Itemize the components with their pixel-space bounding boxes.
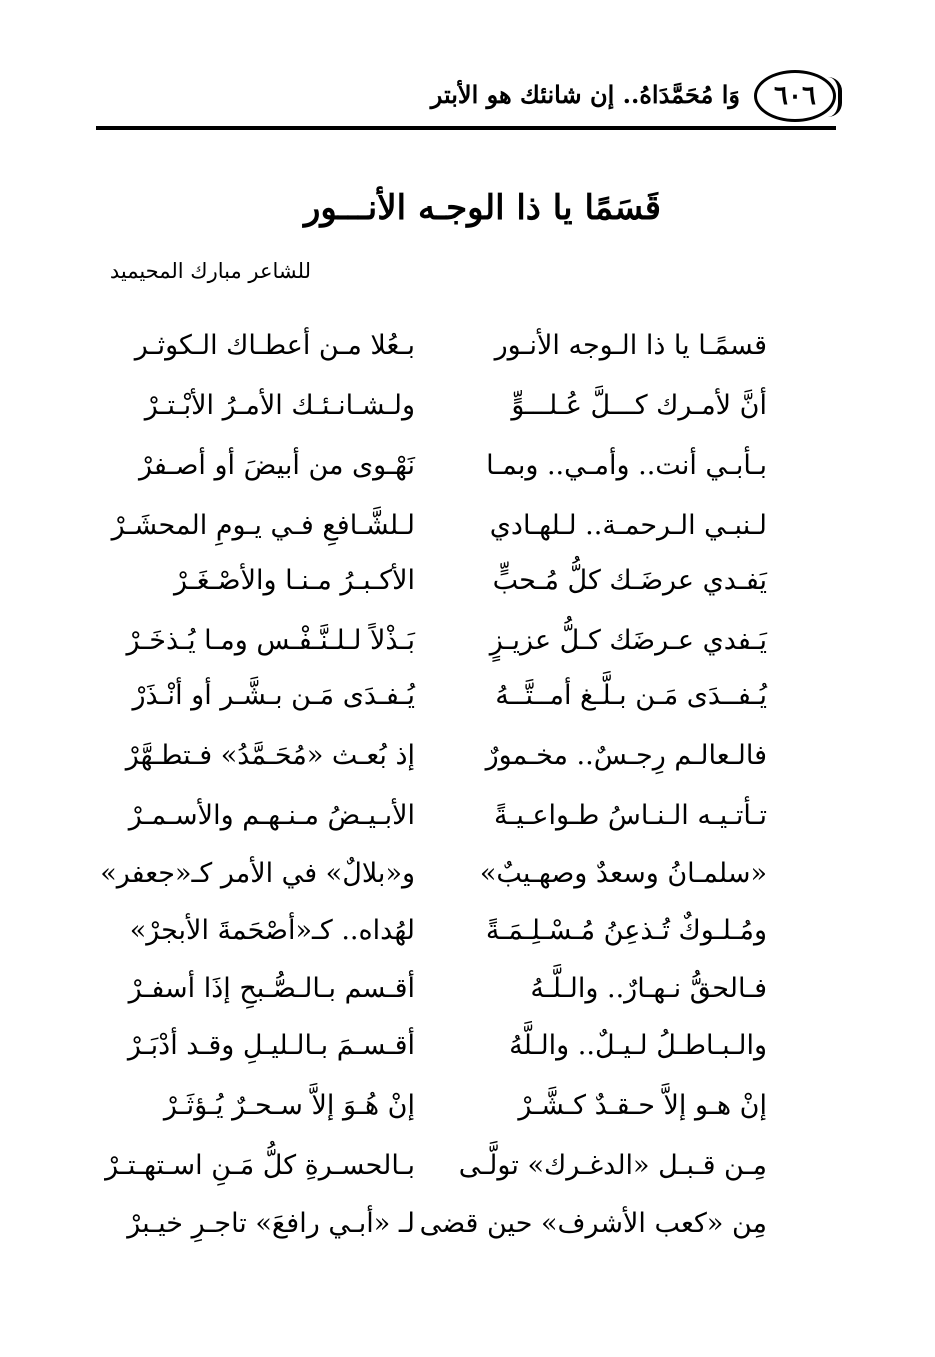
verse <box>0 915 935 975</box>
verse-second-hemistich: نَهْـوى من أبيضَ أو أصـفرْ <box>139 450 415 481</box>
verse-second-hemistich: لـ «أبـي رافعَ» تاجـرِ خيـبرْ <box>127 1208 415 1239</box>
verse-second-hemistich: إذ بُعـث «مُحَـمَّدُ» فـتطـهَّرْ <box>125 740 415 771</box>
verse-first-hemistich: فـالحقُّ نـهـارٌ.. والـلَّـهُ <box>530 973 767 1004</box>
verse-second-hemistich: ولـشـانـئـك الأمـرُ الأبْـتـرْ <box>144 390 415 421</box>
verse <box>0 740 935 800</box>
verse-first-hemistich: يُـفــدَى مَـن بـلَّـغ أمــتَّــهُ <box>495 680 767 711</box>
verse-first-hemistich: مِن «كعب الأشرف» حين قضى <box>419 1208 767 1239</box>
verse <box>0 390 935 450</box>
verse <box>0 450 935 510</box>
verse-first-hemistich: مِـن قـبـل «الدغـرك» تولَّـى <box>458 1150 767 1181</box>
verse-second-hemistich: أقـسم بـالـصُّـبحِ إذَا أسفـرْ <box>128 973 415 1004</box>
verse <box>0 1030 935 1090</box>
page-number: ٦٠٦ <box>754 70 836 122</box>
verse <box>0 680 935 740</box>
verse <box>0 858 935 918</box>
header-rule <box>96 126 836 130</box>
verse-second-hemistich: بـالحسـرةِ كلُّ مَـنِ اسـتهـتـرْ <box>105 1150 415 1181</box>
verse <box>0 330 935 390</box>
verse <box>0 565 935 625</box>
verse-first-hemistich: والـبـاطـلُ لـيـلٌ.. والـلَّهُ <box>509 1030 767 1061</box>
poem-title: قَسَمًا يا ذا الوجـه الأنـــور <box>303 188 662 228</box>
verse <box>0 973 935 1033</box>
verse-first-hemistich: لـنبـي الـرحمـة.. لـلهـادي <box>489 510 767 541</box>
verse-first-hemistich: بـأبـي أنت.. وأمـي.. وبمـا <box>486 450 767 481</box>
verse-first-hemistich: أنَّ لأمـرك كـــلَّ عُـلـــوٍّ <box>511 390 767 421</box>
running-title: وَا مُحَمَّدَاهُ.. إن شانئك هو الأبتر <box>430 80 740 109</box>
verse-first-hemistich: تـأتـيـه الـنـاسُ طـواعـيـةً <box>493 800 767 831</box>
verse <box>0 800 935 860</box>
verse <box>0 625 935 685</box>
verse-second-hemistich: و«بلالٌ» في الأمر كـ«جعفر» <box>100 858 415 889</box>
verse-first-hemistich: إنْ هـو إلاَّ حـقـدٌ كـشَّـرْ <box>518 1090 767 1121</box>
verse-second-hemistich: لـلشَّـافعِ فـي يـومِ المحشَـرْ <box>111 510 415 541</box>
verse-first-hemistich: يَفـدي عرضَـك كلُّ مُـحبٍّ <box>492 565 767 596</box>
poet-attribution: للشاعر مبارك المحيميد <box>109 259 311 283</box>
verse-first-hemistich: «سلمـانُ وسعدٌ وصهـيبٌ» <box>479 858 767 889</box>
verse-second-hemistich: يُـفـدَى مَـن بـشَّـر أو أنْـذَرْ <box>132 680 415 711</box>
verse-second-hemistich: الأكـبـرُ مـنـا والأصْـغَـرْ <box>173 565 415 596</box>
verse <box>0 1208 935 1268</box>
verse-first-hemistich: قسمًـا يا ذا الـوجه الأنـور <box>494 330 767 361</box>
verse-second-hemistich: الأبـيـضُ مـنـهـم والأسـمـرْ <box>128 800 415 831</box>
verse-first-hemistich: يَـفدي عـرضَك كـلُّ عزيـزٍ <box>489 625 767 656</box>
verse <box>0 1090 935 1150</box>
verse-second-hemistich: أقـسـمَ بـالـليـلِ وقـد أدْبَـرْ <box>127 1030 415 1061</box>
verse-second-hemistich: بَـذْلاً لـلـنَّـفْـس ومـا يُـذخَـرْ <box>126 625 415 656</box>
verse <box>0 1150 935 1210</box>
verse-first-hemistich: فالـعالـم رِجـسٌ.. مخـمورٌ <box>485 740 767 771</box>
verse-second-hemistich: إنْ هُـوَ إلاَّ سـحـرٌ يُـؤثَـرْ <box>163 1090 415 1121</box>
verse <box>0 510 935 570</box>
verse-first-hemistich: ومُـلـوكٌ تُـذعِنُ مُـسْـلِـمَـةً <box>485 915 767 946</box>
running-header <box>96 70 836 132</box>
verse-second-hemistich: بـعُلا مـن أعطـاك الـكوثـر <box>134 330 415 361</box>
verse-second-hemistich: لهُداه.. كـ«أصْحَمةَ الأبجرْ» <box>129 915 415 946</box>
